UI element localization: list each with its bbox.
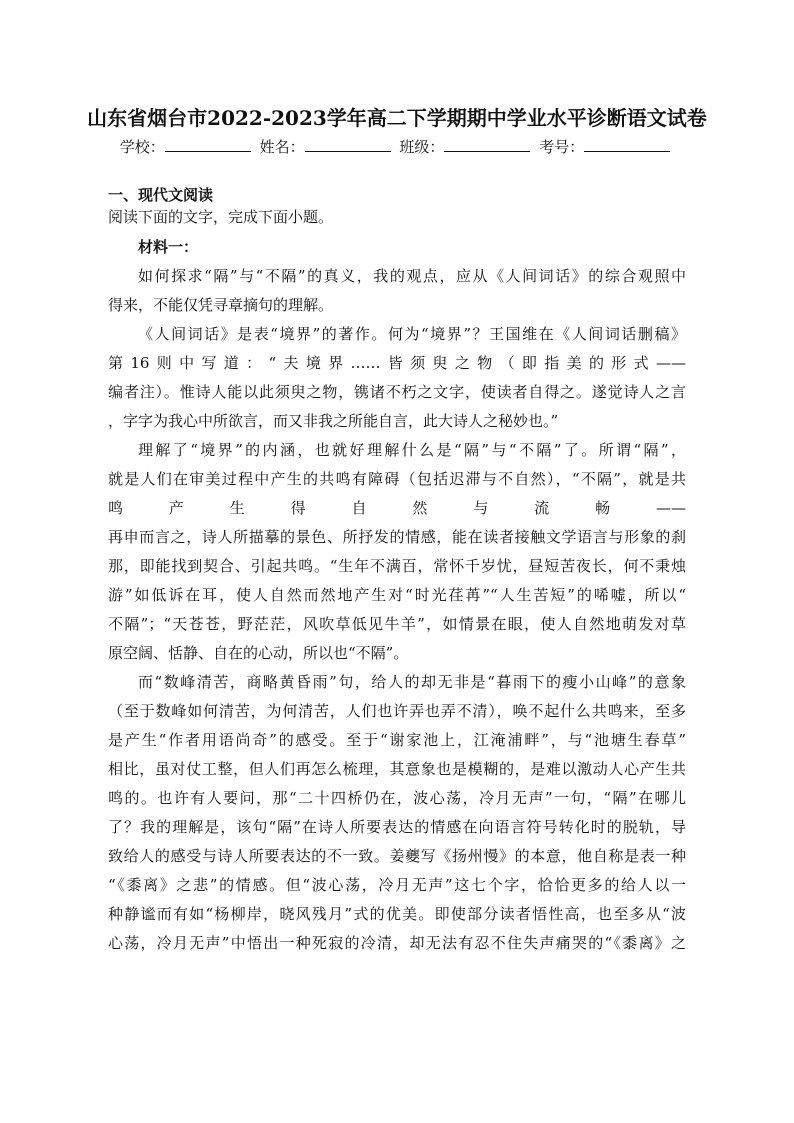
passage-line: 游”如低诉在耳，使人自然而然地产生对“时光荏苒”“人生苦短”的唏嘘，所以“	[108, 586, 686, 604]
exam-title: 山东省烟台市2022-2023学年高二下学期期中学业水平诊断语文试卷	[87, 106, 707, 130]
material-label: 材料一：	[138, 238, 199, 256]
passage-line: 编者注）。惟诗人能以此须臾之物，镌诸不朽之文字，使读者自得之。遂觉诗人之言	[108, 383, 686, 401]
instruction-text: 阅读下面的文字，完成下面小题。	[108, 208, 334, 226]
school-blank[interactable]	[165, 137, 251, 152]
passage-line: （至于数峰如何清苦，为何清苦，人们也许弄也弄不清），唤不起什么共鸣来，至多	[108, 702, 686, 720]
passage-line: ，字字为我心中所欲言，而又非我之所能自言，此大诗人之秘妙也。”	[108, 412, 559, 430]
passage-line: 第16则中写道：“夫境界……皆须臾之物（即指美的形式——	[108, 354, 686, 372]
passage-line: 得来，不能仅凭寻章摘句的理解。	[108, 296, 334, 314]
passage-line: “《黍离》之悲”的情感。但“波心荡，冷月无声”这七个字，恰恰更多的给人以一	[108, 876, 686, 894]
passage-line: 那，即能找到契合、引起共鸣。“生年不满百，常怀千岁忧，昼短苦夜长，何不秉烛	[108, 557, 686, 575]
passage-line: 是产生“作者用语尚奇”的感受。至于“谢家池上，江淹浦畔”，与“池塘生春草”	[108, 731, 686, 749]
exam-number-blank[interactable]	[584, 137, 670, 152]
name-label: 姓名：	[259, 138, 305, 156]
passage-line: 了？我的理解是，该句“隔”在诗人所要表达的情感在向语言符号转化时的脱轨，导	[108, 818, 686, 836]
name-blank[interactable]	[305, 137, 391, 152]
passage-line: 鸣产生得自然与流畅——	[108, 499, 686, 517]
passage-line: 种静谧而有如“杨柳岸，晓风残月”式的优美。即使部分读者悟性高，也至多从“波	[108, 905, 686, 923]
passage-line: 不隔”；“天苍苍，野茫茫，风吹草低见牛羊”，如情景在眼，使人自然地萌发对草	[108, 615, 686, 633]
student-info-row	[0, 136, 794, 157]
class-label: 班级：	[399, 138, 445, 156]
reading-passage	[108, 233, 686, 958]
class-blank[interactable]	[444, 137, 530, 152]
passage-line: 《人间词话》是表“境界”的著作。何为“境界”？王国维在《人间词话删稿》	[138, 325, 686, 343]
exam-number-label: 考号：	[539, 138, 585, 156]
passage-line: 就是人们在审美过程中产生的共鸣有障碍（包括迟滞与不自然），“不隔”，就是共	[108, 470, 686, 488]
passage-line: 而“数峰清苦，商略黄昏雨”句，给人的却无非是“暮雨下的瘦小山峰”的意象	[138, 673, 686, 691]
passage-line: 心荡，冷月无声”中悟出一种死寂的冷清，却无法有忍不住失声痛哭的“《黍离》之	[108, 934, 686, 952]
passage-line: 如何探求“隔”与“不隔”的真义，我的观点，应从《人间词话》的综合观照中	[138, 267, 686, 285]
passage-line: 原空阔、恬静、自在的心动，所以也“不隔”。	[108, 644, 409, 662]
section-heading: 一、现代文阅读	[108, 186, 214, 204]
school-label: 学校：	[119, 138, 165, 156]
passage-line: 再申而言之，诗人所描摹的景色、所抒发的情感，能在读者接触文学语言与形象的刹	[108, 528, 686, 546]
passage-line: 理解了“境界”的内涵，也就好理解什么是“隔”与“不隔”了。所谓“隔”，	[138, 441, 686, 459]
passage-line: 相比，虽对仗工整，但人们再怎么梳理，其意象也是模糊的，是难以激动人心产生共	[108, 760, 686, 778]
passage-line: 鸣的。也许有人要问，那“二十四桥仍在，波心荡，冷月无声”一句，“隔”在哪儿	[108, 789, 686, 807]
passage-line: 致给人的感受与诗人所要表达的不一致。姜夔写《扬州慢》的本意，他自称是表一种	[108, 847, 686, 865]
